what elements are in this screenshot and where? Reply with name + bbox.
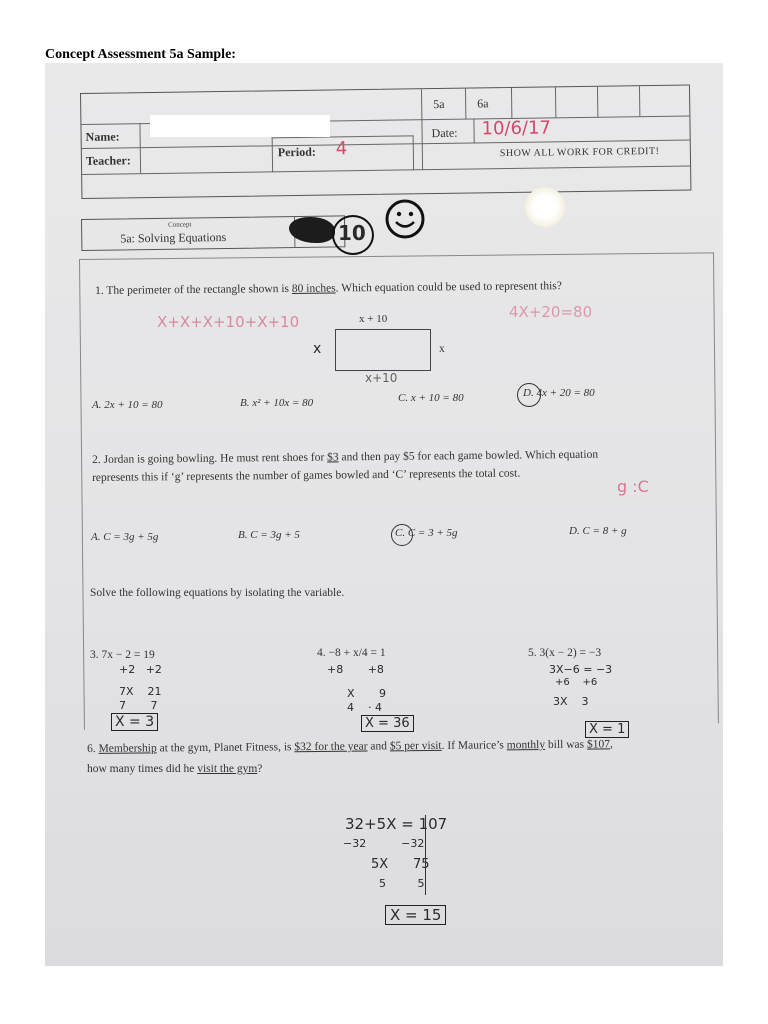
col-6a-label: 6a bbox=[477, 96, 489, 111]
period-label: Period: bbox=[277, 144, 316, 160]
question-2-line-2: represents this if ‘g’ represents the number of games bowled and ‘C’ represents the total cost. bbox=[92, 467, 521, 484]
date-value: 10/6/17 bbox=[481, 117, 552, 140]
q1-choice-c: C. x + 10 = 80 bbox=[398, 392, 464, 404]
q2-choice-c: C. C = 3 + 5g bbox=[395, 527, 458, 539]
q3-answer: X = 3 bbox=[111, 713, 158, 731]
question-6-line-1: 6. Membership at the gym, Planet Fitness, is $32 for the year and $5 per visit. If Maurice’s monthly bill was $107, bbox=[87, 738, 613, 755]
question-6-line-2: how many times did he visit the gym? bbox=[87, 763, 263, 775]
q3-problem: 3. 7x − 2 = 19 bbox=[90, 649, 155, 661]
q5-problem: 5. 3(x − 2) = −3 bbox=[528, 647, 602, 659]
rect-right-label: x bbox=[439, 343, 445, 355]
q4-work-2: X 9 bbox=[347, 687, 387, 700]
q1-choice-d: D. 4x + 20 = 80 bbox=[523, 387, 595, 399]
q2-note: g :C bbox=[617, 477, 649, 496]
name-label: Name: bbox=[85, 129, 120, 144]
q2-choice-d: D. C = 8 + g bbox=[569, 525, 627, 537]
smiley-face-icon bbox=[385, 199, 425, 239]
q6-work-2: −32 −32 bbox=[343, 837, 425, 850]
q3-work-3: 7 7 bbox=[119, 699, 158, 712]
q6-work-4: 5 5 bbox=[379, 877, 425, 890]
q5-work-3: 3X 3 bbox=[553, 695, 589, 708]
show-work-notice: SHOW ALL WORK FOR CREDIT! bbox=[499, 145, 660, 160]
q1-choice-a: A. 2x + 10 = 80 bbox=[92, 399, 163, 411]
q6-answer: X = 15 bbox=[385, 905, 446, 925]
q4-problem: 4. −8 + x/4 = 1 bbox=[317, 647, 386, 659]
q1-work-left: X+X+X+10+X+10 bbox=[157, 313, 300, 331]
name-redaction bbox=[150, 115, 330, 137]
q4-work-3: 4 · 4 bbox=[347, 701, 382, 714]
q1-work-right: 4X+20=80 bbox=[509, 303, 593, 321]
concept-label: Concept bbox=[168, 220, 192, 229]
col-5a-label: 5a bbox=[433, 96, 445, 112]
q2-choice-b: B. C = 3g + 5 bbox=[238, 529, 300, 541]
q5-work-1: 3X−6 = −3 bbox=[549, 663, 613, 676]
teacher-label: Teacher: bbox=[85, 153, 131, 168]
q5-answer: X = 1 bbox=[585, 721, 629, 738]
worksheet-photo bbox=[45, 63, 723, 966]
period-value: 4 bbox=[335, 138, 348, 160]
question-2-line-1: 2. Jordan is going bowling. He must rent shoes for $3 and then pay $5 for each game bowled. Which equation bbox=[92, 448, 599, 466]
header-table bbox=[80, 84, 691, 199]
concept-value: 5a: Solving Equations bbox=[120, 229, 227, 246]
rect-bottom-label: x+10 bbox=[365, 371, 398, 385]
q4-work-1: +8 +8 bbox=[327, 663, 384, 676]
perimeter-rectangle bbox=[335, 329, 431, 371]
q1-choice-b: B. x² + 10x = 80 bbox=[240, 397, 314, 409]
instructions: Solve the following equations by isolating the variable. bbox=[90, 587, 345, 599]
q4-answer: X = 36 bbox=[361, 715, 414, 732]
q6-work-divider bbox=[425, 815, 426, 895]
q2-choice-a: A. C = 3g + 5g bbox=[91, 531, 159, 543]
page-title: Concept Assessment 5a Sample: bbox=[45, 47, 236, 62]
camera-glare bbox=[525, 187, 565, 227]
q6-work-3: 5X 75 bbox=[371, 857, 430, 872]
rect-top-label: x + 10 bbox=[359, 313, 388, 325]
rect-left-label: x bbox=[313, 341, 322, 357]
date-label: Date: bbox=[431, 125, 458, 141]
q6-work-1: 32+5X = 107 bbox=[345, 815, 448, 833]
q5-work-2: +6 +6 bbox=[555, 677, 598, 688]
question-1-text: 1. The perimeter of the rectangle shown is 80 inches. Which equation could be used to represent this? bbox=[95, 280, 562, 297]
q3-work-1: +2 +2 bbox=[119, 663, 162, 676]
q3-work-2: 7X 21 bbox=[119, 685, 162, 698]
score-value: 10 bbox=[338, 221, 366, 245]
